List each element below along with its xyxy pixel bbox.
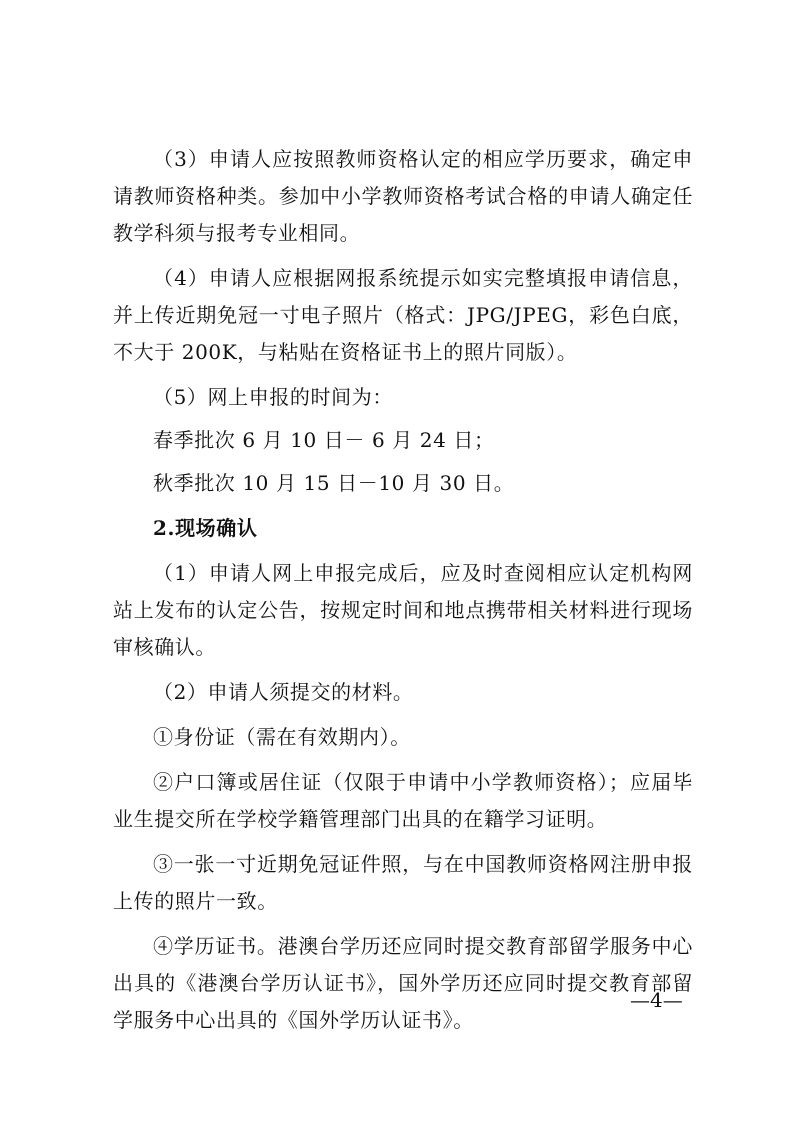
paragraph-requirement-5: （5）网上申报的时间为： <box>153 385 393 409</box>
material-item-2: ②户口簿或居住证（仅限于申请中小学教师资格）；应届毕业生提交所在学校学籍管理部门出具的在籍学习证明。 <box>113 770 693 831</box>
paragraph-requirement-4: （4）申请人应根据网报系统提示如实完整填报申请信息，并上传近期免冠一寸电子照片（格式：JPG/JPEG，彩色白底，不大于 200K，与粘贴在资格证书上的照片同版）。 <box>113 266 693 364</box>
spring-batch-dates: 春季批次 6 月 10 日－ 6 月 24 日； <box>153 428 495 452</box>
paragraph-requirement-3: （3）申请人应按照教师资格认定的相应学历要求，确定申请教师资格种类。参加中小学教师资格考试合格的申请人确定任教学科须与报考专业相同。 <box>113 147 693 245</box>
paragraph-onsite-2: （2）申请人须提交的材料。 <box>153 680 414 704</box>
material-item-4: ④学历证书。港澳台学历还应同时提交教育部留学服务中心出具的《港澳台学历认证书》，国外学历还应同时提交教育部留学服务中心出具的《国外学历认证书》。 <box>113 934 693 1032</box>
section-heading-onsite-confirmation: 2.现场确认 <box>153 516 258 540</box>
material-item-3: ③一张一寸近期免冠证件照，与在中国教师资格网注册申报上传的照片一致。 <box>113 852 693 913</box>
autumn-batch-dates: 秋季批次 10 月 15 日－10 月 30 日。 <box>153 471 515 495</box>
material-item-1: ①身份证（需在有效期内）。 <box>153 725 411 749</box>
paragraph-onsite-1: （1）申请人网上申报完成后，应及时查阅相应认定机构网站上发布的认定公告，按规定时间和地点携带相关材料进行现场审核确认。 <box>113 561 693 659</box>
document-body <box>113 141 693 1047</box>
page-number: —4— <box>630 988 683 1012</box>
